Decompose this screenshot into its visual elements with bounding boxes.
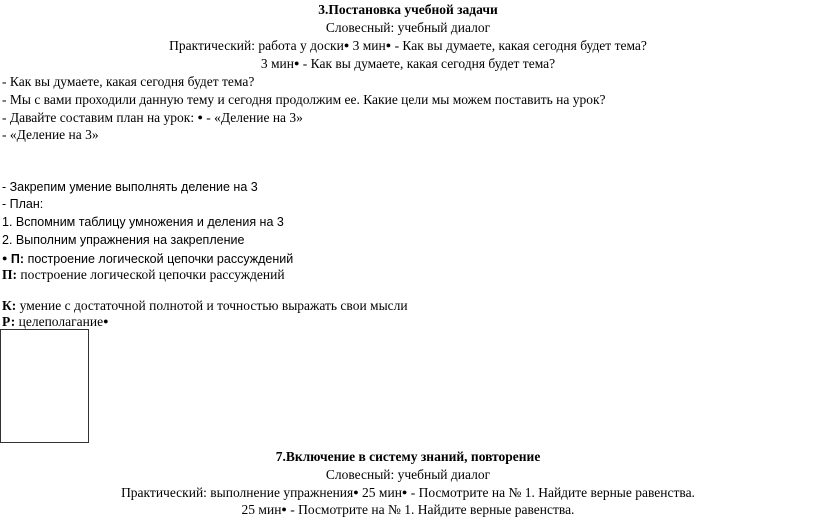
empty-frame	[0, 329, 89, 443]
plan-line: - План:	[2, 197, 44, 211]
bullet-icon: ●	[385, 40, 392, 50]
bullet-icon: ●	[293, 58, 300, 68]
bullet-icon: ●	[401, 487, 408, 497]
plan-line: 2. Выполним упражнения на закрепление	[2, 233, 245, 247]
question-text: - Как вы думаете, какая сегодня будет тема?	[394, 38, 647, 53]
time-label: 25 мин	[241, 502, 282, 517]
uud-label: Р:	[2, 314, 16, 329]
section-3-title: 3.Постановка учебной задачи	[318, 2, 498, 17]
uud-label: П:	[2, 267, 17, 282]
uud-text: построение логической цепочки рассуждений	[27, 252, 294, 266]
bullet-icon: ●	[353, 487, 359, 497]
question-text: - Как вы думаете, какая сегодня будет тема?	[302, 56, 556, 71]
uud-regulatory	[2, 313, 816, 330]
uud-cognitive-2	[2, 266, 816, 283]
practical-method-text: Практический: работа у доски	[169, 38, 344, 53]
practical-method-text: Практический: выполнение упражнения	[121, 485, 354, 500]
section-7-time-line	[0, 501, 816, 518]
uud-text: целеполагание	[18, 314, 104, 329]
topic-text: - «Деление на 3»	[206, 110, 303, 125]
time-label: 3 мин	[352, 38, 386, 53]
bullet-icon: ●	[197, 112, 203, 122]
section-3-practical-method	[0, 37, 816, 54]
section-7-practical-method	[0, 484, 816, 501]
section-7-verbal-method: Словесный: учебный диалог	[325, 467, 491, 482]
dialog-line: - «Деление на 3»	[2, 127, 99, 142]
bullet-icon: ●	[343, 40, 350, 50]
uud-text: умение с достаточной полнотой и точностью выражать свои мысли	[19, 298, 408, 313]
dialog-line: - Как вы думаете, какая сегодня будет тема?	[2, 74, 255, 89]
section-3-time-line	[0, 55, 816, 72]
task-text: - Посмотрите на № 1. Найдите верные равенства.	[290, 502, 575, 517]
time-label: 3 мин	[260, 56, 294, 71]
section-3-verbal-method: Словесный: учебный диалог	[325, 20, 491, 35]
plan-line: 1. Вспомним таблицу умножения и деления на 3	[2, 215, 284, 229]
bullet-icon: ●	[103, 316, 109, 326]
bullet-icon: ●	[2, 253, 8, 263]
uud-text: построение логической цепочки рассуждений	[20, 267, 285, 282]
uud-communicative	[2, 297, 816, 314]
uud-label: П:	[10, 252, 25, 266]
section-7-title: 7.Включение в систему знаний, повторение	[275, 449, 541, 464]
dialog-line	[2, 109, 816, 126]
bullet-icon: ●	[281, 504, 287, 514]
time-label: 25 мин	[362, 485, 402, 500]
task-text: - Посмотрите на № 1. Найдите верные равенства.	[410, 485, 695, 500]
dialog-line: - Мы с вами проходили данную тему и сегодня продолжим ее. Какие цели мы можем поставить на урок?	[2, 92, 606, 107]
uud-label: К:	[2, 298, 17, 313]
plan-prompt: - Давайте составим план на урок:	[2, 110, 195, 125]
plan-line: - Закрепим умение выполнять деление на 3	[2, 180, 258, 194]
